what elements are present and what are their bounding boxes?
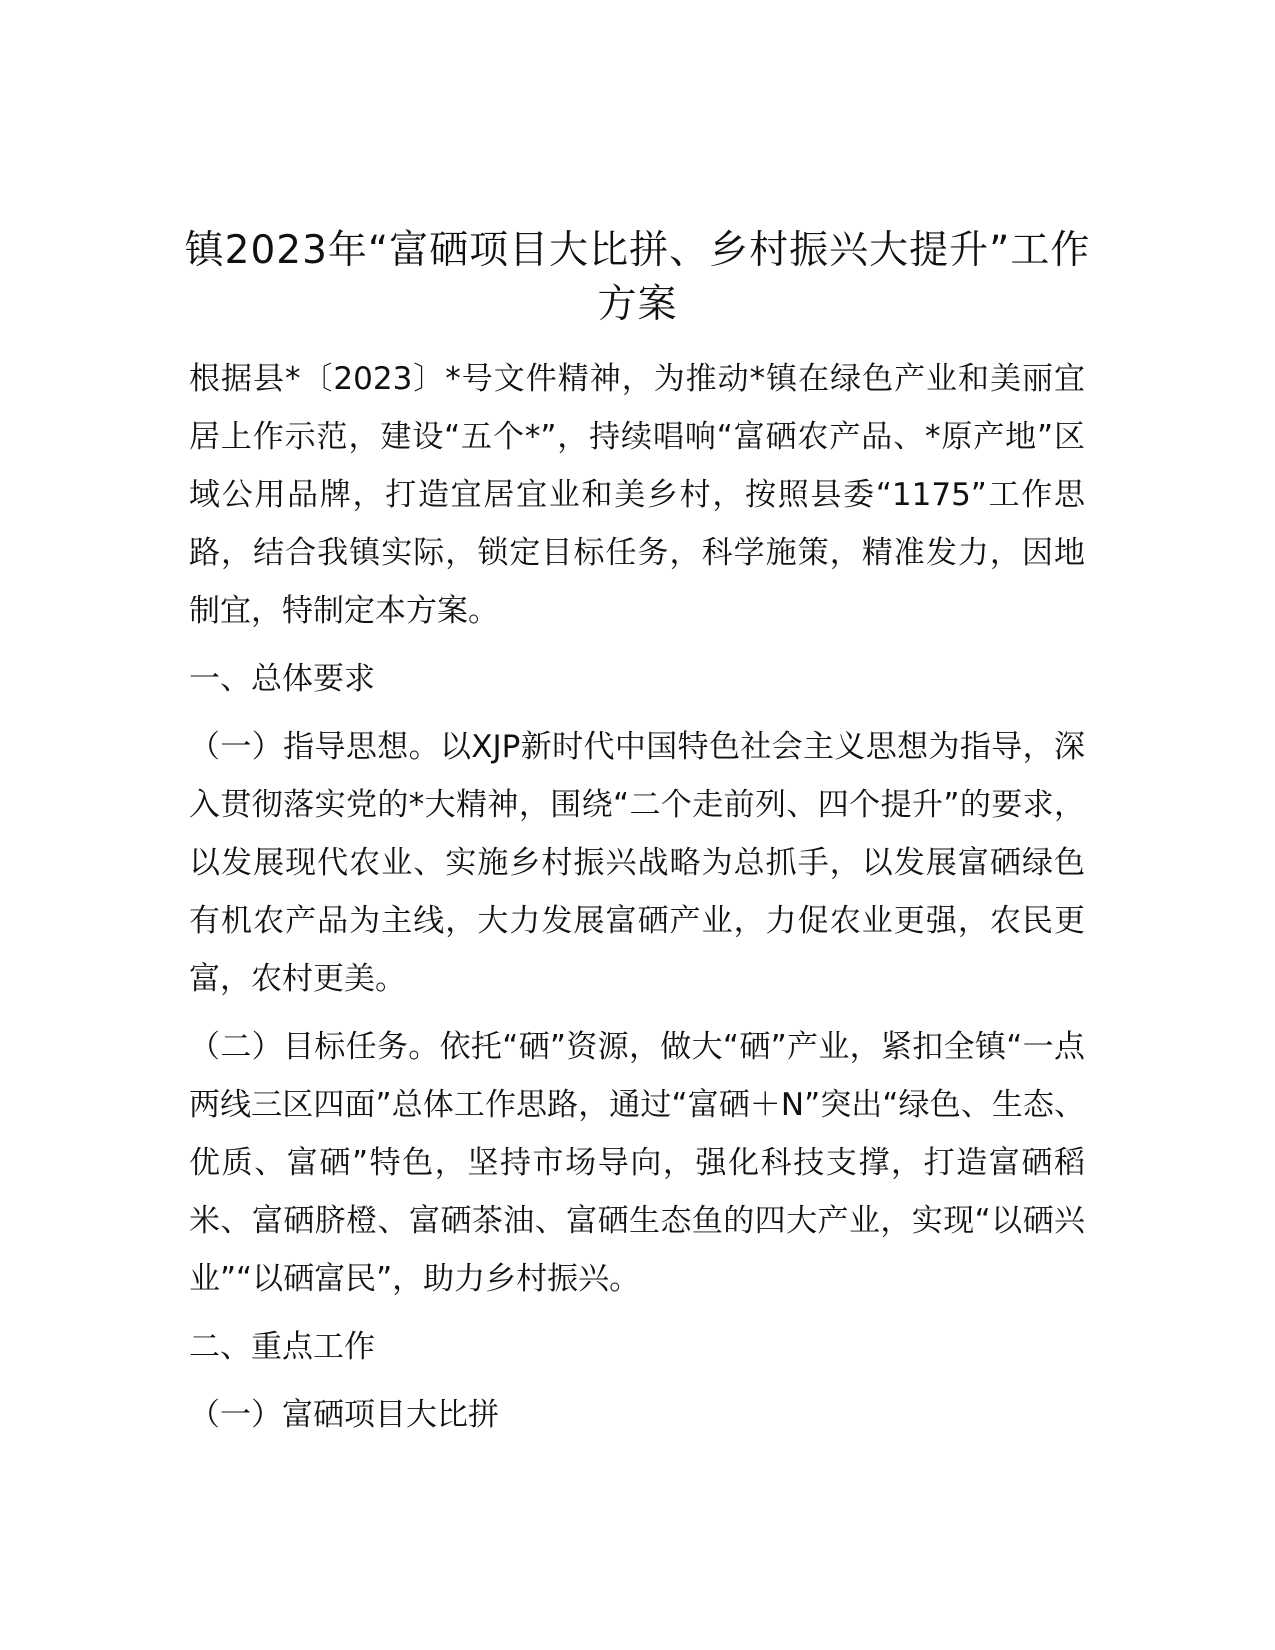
- document-title: 镇2023年“富硒项目大比拼、乡村振兴大提升”工作方案: [184, 228, 1091, 327]
- document-body: [189, 350, 1085, 1454]
- guiding-ideology-paragraph: （一）指导思想。以XJP新时代中国特色社会主义思想为指导，深入贯彻落实党的*大精神，围绕“二个走前列、四个提升”的要求，以发展现代农业、实施乡村振兴战略为总抓手，以发展富硒绿色有机农产品为主线，大力发展富硒产业，力促农业更强，农民更富，农村更美。: [189, 729, 1085, 997]
- subsection-heading-selenium-projects: （一）富硒项目大比拼: [189, 1397, 499, 1433]
- section-heading-general-requirements: 一、总体要求: [189, 661, 375, 697]
- target-tasks-paragraph: （二）目标任务。依托“硒”资源，做大“硒”产业，紧扣全镇“一点两线三区四面”总体工作思路，通过“富硒＋N”突出“绿色、生态、优质、富硒”特色，坚持市场导向，强化科技支撑，打造富硒稻米、富硒脐橙、富硒茶油、富硒生态鱼的四大产业，实现“以硒兴业”“以硒富民”，助力乡村振兴。: [189, 1029, 1085, 1297]
- intro-paragraph: 根据县*〔2023〕*号文件精神，为推动*镇在绿色产业和美丽宜居上作示范，建设“五个*”，持续唱响“富硒农产品、*原产地”区域公用品牌，打造宜居宜业和美乡村，按照县委“1175”工作思路，结合我镇实际，锁定目标任务，科学施策，精准发力，因地制宜，特制定本方案。: [189, 361, 1085, 629]
- section-heading-key-work: 二、重点工作: [189, 1329, 375, 1365]
